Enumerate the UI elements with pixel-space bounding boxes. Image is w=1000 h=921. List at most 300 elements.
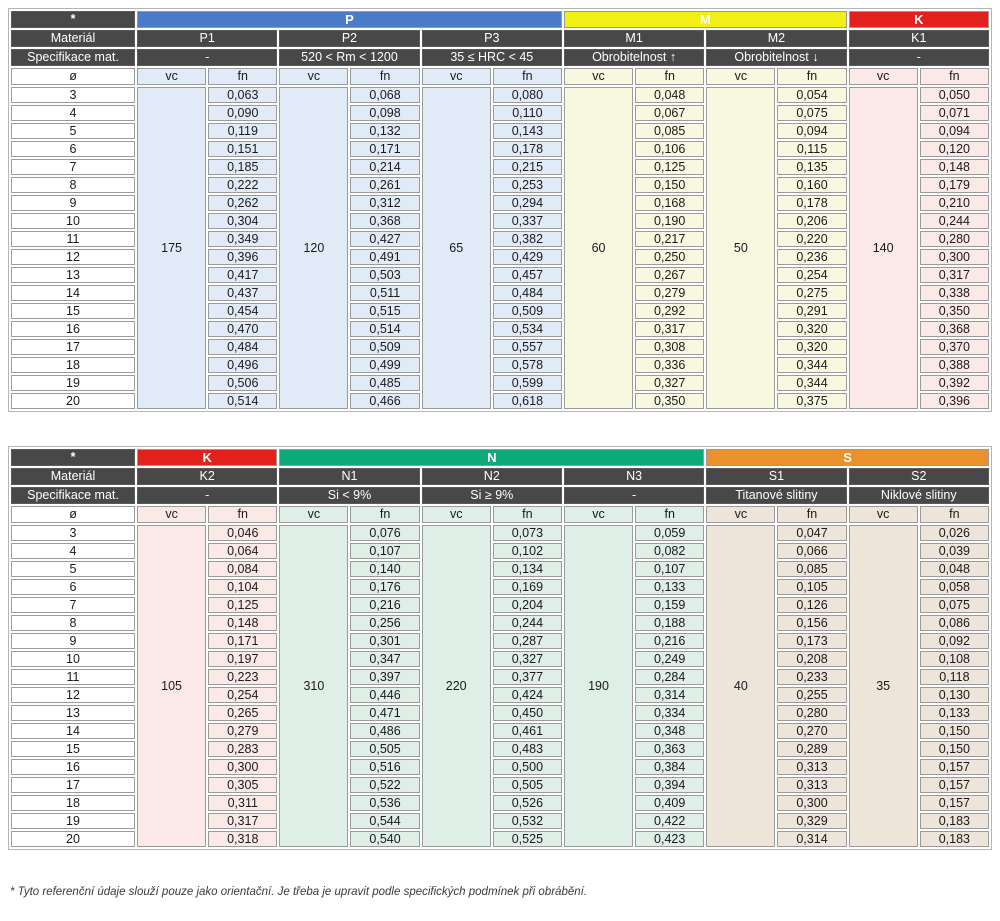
diameter-cell: 13	[11, 267, 135, 283]
diameter-cell: 15	[11, 303, 135, 319]
spec-header-k2: -	[137, 487, 277, 504]
fn-value-k1: 0,368	[920, 321, 989, 337]
fn-value-n2: 0,483	[493, 741, 562, 757]
fn-value-n3: 0,284	[635, 669, 704, 685]
vc-value-n3: 190	[564, 525, 633, 847]
fn-value-n1: 0,216	[350, 597, 419, 613]
fn-value-n1: 0,107	[350, 543, 419, 559]
fn-value-m2: 0,178	[777, 195, 846, 211]
diameter-cell: 9	[11, 633, 135, 649]
fn-value-k1: 0,317	[920, 267, 989, 283]
fn-value-p1: 0,185	[208, 159, 277, 175]
fn-value-s2: 0,039	[920, 543, 989, 559]
fn-value-n3: 0,394	[635, 777, 704, 793]
diameter-cell: 4	[11, 105, 135, 121]
fn-value-s1: 0,300	[777, 795, 846, 811]
fn-value-s2: 0,118	[920, 669, 989, 685]
diameter-cell: 5	[11, 123, 135, 139]
fn-value-p2: 0,368	[350, 213, 419, 229]
fn-value-n1: 0,544	[350, 813, 419, 829]
fn-value-k2: 0,125	[208, 597, 277, 613]
fn-value-n1: 0,347	[350, 651, 419, 667]
material-header-n2: N2	[422, 468, 562, 485]
fn-value-p2: 0,098	[350, 105, 419, 121]
fn-value-p2: 0,515	[350, 303, 419, 319]
diameter-cell: 4	[11, 543, 135, 559]
fn-value-k2: 0,283	[208, 741, 277, 757]
fn-value-s2: 0,048	[920, 561, 989, 577]
material-header-k1: K1	[849, 30, 989, 47]
vc-value-p3: 65	[422, 87, 491, 409]
fn-value-n1: 0,516	[350, 759, 419, 775]
fn-value-p3: 0,110	[493, 105, 562, 121]
diameter-cell: 12	[11, 249, 135, 265]
fn-value-n1: 0,397	[350, 669, 419, 685]
fn-value-p3: 0,599	[493, 375, 562, 391]
material-row-label: Materiál	[11, 30, 135, 47]
fn-value-p1: 0,496	[208, 357, 277, 373]
fn-value-s1: 0,047	[777, 525, 846, 541]
spec-header-p1: -	[137, 49, 277, 66]
fn-value-n3: 0,384	[635, 759, 704, 775]
fn-column-header-s2: fn	[920, 506, 989, 523]
fn-value-n3: 0,363	[635, 741, 704, 757]
fn-value-n2: 0,461	[493, 723, 562, 739]
fn-value-s1: 0,105	[777, 579, 846, 595]
fn-value-m1: 0,250	[635, 249, 704, 265]
spec-row-label: Specifikace mat.	[11, 487, 135, 504]
fn-value-p2: 0,491	[350, 249, 419, 265]
vc-column-header-m1: vc	[564, 68, 633, 85]
diameter-cell: 18	[11, 795, 135, 811]
fn-value-n2: 0,327	[493, 651, 562, 667]
fn-value-p3: 0,178	[493, 141, 562, 157]
group-header-m: M	[564, 11, 847, 28]
material-header-k2: K2	[137, 468, 277, 485]
spec-header-m1: Obrobitelnost ↑	[564, 49, 704, 66]
diameter-cell: 12	[11, 687, 135, 703]
cutting-data-tables	[8, 8, 992, 850]
fn-value-p3: 0,253	[493, 177, 562, 193]
fn-value-s2: 0,108	[920, 651, 989, 667]
fn-value-m2: 0,320	[777, 321, 846, 337]
diameter-cell: 7	[11, 159, 135, 175]
vc-column-header-k2: vc	[137, 506, 206, 523]
fn-value-p1: 0,506	[208, 375, 277, 391]
vc-column-header-p1: vc	[137, 68, 206, 85]
fn-value-m1: 0,085	[635, 123, 704, 139]
material-header-n3: N3	[564, 468, 704, 485]
fn-value-n2: 0,134	[493, 561, 562, 577]
fn-value-n3: 0,314	[635, 687, 704, 703]
fn-value-m2: 0,135	[777, 159, 846, 175]
vc-value-m1: 60	[564, 87, 633, 409]
fn-value-n3: 0,409	[635, 795, 704, 811]
fn-value-p2: 0,499	[350, 357, 419, 373]
diameter-cell: 8	[11, 615, 135, 631]
fn-value-p1: 0,437	[208, 285, 277, 301]
fn-value-p2: 0,214	[350, 159, 419, 175]
material-header-s1: S1	[706, 468, 846, 485]
fn-value-n3: 0,107	[635, 561, 704, 577]
fn-value-p1: 0,262	[208, 195, 277, 211]
spec-header-s2: Niklové slitiny	[849, 487, 989, 504]
cutting-data-table-2	[8, 446, 992, 850]
fn-value-k2: 0,279	[208, 723, 277, 739]
fn-value-p1: 0,454	[208, 303, 277, 319]
fn-value-p3: 0,578	[493, 357, 562, 373]
diameter-cell: 14	[11, 285, 135, 301]
fn-value-k1: 0,392	[920, 375, 989, 391]
fn-value-m2: 0,344	[777, 357, 846, 373]
fn-value-k2: 0,197	[208, 651, 277, 667]
fn-value-m2: 0,375	[777, 393, 846, 409]
fn-column-header-s1: fn	[777, 506, 846, 523]
diameter-column-header: ø	[11, 68, 135, 85]
fn-value-n1: 0,301	[350, 633, 419, 649]
diameter-cell: 11	[11, 231, 135, 247]
spec-row-label: Specifikace mat.	[11, 49, 135, 66]
fn-value-m2: 0,236	[777, 249, 846, 265]
fn-value-n3: 0,159	[635, 597, 704, 613]
material-header-p3: P3	[422, 30, 562, 47]
fn-value-s2: 0,058	[920, 579, 989, 595]
vc-value-s2: 35	[849, 525, 918, 847]
fn-value-n1: 0,522	[350, 777, 419, 793]
diameter-cell: 16	[11, 321, 135, 337]
fn-value-n2: 0,450	[493, 705, 562, 721]
fn-value-m1: 0,190	[635, 213, 704, 229]
fn-value-k2: 0,311	[208, 795, 277, 811]
fn-value-p2: 0,485	[350, 375, 419, 391]
fn-value-p1: 0,119	[208, 123, 277, 139]
fn-value-m2: 0,160	[777, 177, 846, 193]
fn-value-s2: 0,150	[920, 723, 989, 739]
fn-value-n3: 0,188	[635, 615, 704, 631]
fn-value-m1: 0,317	[635, 321, 704, 337]
fn-value-p1: 0,304	[208, 213, 277, 229]
vc-column-header-k1: vc	[849, 68, 918, 85]
vc-column-header-s1: vc	[706, 506, 775, 523]
fn-value-s1: 0,126	[777, 597, 846, 613]
fn-value-p1: 0,396	[208, 249, 277, 265]
vc-column-header-p2: vc	[279, 68, 348, 85]
vc-value-n2: 220	[422, 525, 491, 847]
diameter-cell: 10	[11, 213, 135, 229]
diameter-cell: 5	[11, 561, 135, 577]
fn-value-p2: 0,503	[350, 267, 419, 283]
fn-value-s1: 0,255	[777, 687, 846, 703]
fn-value-n2: 0,505	[493, 777, 562, 793]
group-header-n: N	[279, 449, 704, 466]
fn-value-s1: 0,313	[777, 759, 846, 775]
fn-value-s1: 0,066	[777, 543, 846, 559]
fn-value-s1: 0,156	[777, 615, 846, 631]
fn-value-p3: 0,618	[493, 393, 562, 409]
fn-value-s2: 0,157	[920, 795, 989, 811]
fn-value-n2: 0,532	[493, 813, 562, 829]
spec-header-n1: Si < 9%	[279, 487, 419, 504]
fn-value-n2: 0,424	[493, 687, 562, 703]
fn-value-s1: 0,280	[777, 705, 846, 721]
fn-value-n2: 0,073	[493, 525, 562, 541]
fn-value-k1: 0,050	[920, 87, 989, 103]
fn-value-p2: 0,261	[350, 177, 419, 193]
fn-value-m2: 0,115	[777, 141, 846, 157]
vc-value-p1: 175	[137, 87, 206, 409]
fn-value-k2: 0,084	[208, 561, 277, 577]
fn-value-s2: 0,075	[920, 597, 989, 613]
fn-value-k1: 0,148	[920, 159, 989, 175]
fn-value-p2: 0,466	[350, 393, 419, 409]
fn-value-m1: 0,279	[635, 285, 704, 301]
cutting-data-table-1	[8, 8, 992, 412]
fn-value-p1: 0,417	[208, 267, 277, 283]
fn-value-m2: 0,094	[777, 123, 846, 139]
diameter-cell: 6	[11, 579, 135, 595]
fn-value-k1: 0,338	[920, 285, 989, 301]
fn-value-s2: 0,157	[920, 759, 989, 775]
fn-value-s1: 0,313	[777, 777, 846, 793]
diameter-cell: 17	[11, 777, 135, 793]
fn-value-n1: 0,176	[350, 579, 419, 595]
group-header-s: S	[706, 449, 989, 466]
fn-value-n2: 0,287	[493, 633, 562, 649]
fn-value-p2: 0,511	[350, 285, 419, 301]
spec-header-k1: -	[849, 49, 989, 66]
fn-value-s2: 0,130	[920, 687, 989, 703]
fn-value-m1: 0,336	[635, 357, 704, 373]
spec-header-s1: Titanové slitiny	[706, 487, 846, 504]
fn-value-k2: 0,046	[208, 525, 277, 541]
fn-value-s2: 0,133	[920, 705, 989, 721]
fn-value-p3: 0,337	[493, 213, 562, 229]
fn-value-s1: 0,173	[777, 633, 846, 649]
fn-value-m2: 0,254	[777, 267, 846, 283]
fn-column-header-m2: fn	[777, 68, 846, 85]
fn-value-p1: 0,151	[208, 141, 277, 157]
vc-value-p2: 120	[279, 87, 348, 409]
fn-value-k1: 0,396	[920, 393, 989, 409]
fn-value-m1: 0,106	[635, 141, 704, 157]
fn-value-n3: 0,423	[635, 831, 704, 847]
fn-value-m1: 0,350	[635, 393, 704, 409]
fn-value-k2: 0,254	[208, 687, 277, 703]
spec-header-p3: 35 ≤ HRC < 45	[422, 49, 562, 66]
fn-value-s1: 0,314	[777, 831, 846, 847]
fn-value-n3: 0,422	[635, 813, 704, 829]
fn-value-n3: 0,334	[635, 705, 704, 721]
fn-value-n2: 0,169	[493, 579, 562, 595]
fn-value-n3: 0,133	[635, 579, 704, 595]
fn-value-m2: 0,320	[777, 339, 846, 355]
fn-value-k1: 0,094	[920, 123, 989, 139]
fn-value-k2: 0,305	[208, 777, 277, 793]
fn-value-n2: 0,526	[493, 795, 562, 811]
fn-value-m2: 0,291	[777, 303, 846, 319]
vc-value-n1: 310	[279, 525, 348, 847]
fn-column-header-n2: fn	[493, 506, 562, 523]
diameter-cell: 9	[11, 195, 135, 211]
footnote: * Tyto referenční údaje slouží pouze jako orientační. Je třeba je upravit podle specifických podmínek při obrábění.	[10, 886, 588, 898]
vc-column-header-p3: vc	[422, 68, 491, 85]
fn-value-n2: 0,525	[493, 831, 562, 847]
fn-value-m2: 0,054	[777, 87, 846, 103]
diameter-cell: 13	[11, 705, 135, 721]
diameter-cell: 18	[11, 357, 135, 373]
diameter-cell: 7	[11, 597, 135, 613]
fn-value-m1: 0,217	[635, 231, 704, 247]
fn-value-s1: 0,270	[777, 723, 846, 739]
fn-value-n1: 0,486	[350, 723, 419, 739]
fn-value-s2: 0,150	[920, 741, 989, 757]
fn-value-p1: 0,514	[208, 393, 277, 409]
vc-column-header-m2: vc	[706, 68, 775, 85]
fn-value-k2: 0,148	[208, 615, 277, 631]
fn-value-p3: 0,143	[493, 123, 562, 139]
diameter-cell: 6	[11, 141, 135, 157]
fn-value-s2: 0,157	[920, 777, 989, 793]
fn-value-p3: 0,382	[493, 231, 562, 247]
diameter-cell: 17	[11, 339, 135, 355]
fn-value-k2: 0,318	[208, 831, 277, 847]
fn-value-p1: 0,222	[208, 177, 277, 193]
fn-value-p2: 0,509	[350, 339, 419, 355]
fn-value-p3: 0,509	[493, 303, 562, 319]
fn-value-m1: 0,150	[635, 177, 704, 193]
fn-value-n3: 0,082	[635, 543, 704, 559]
fn-value-m1: 0,125	[635, 159, 704, 175]
fn-value-m2: 0,206	[777, 213, 846, 229]
fn-value-m1: 0,168	[635, 195, 704, 211]
fn-value-k1: 0,388	[920, 357, 989, 373]
diameter-cell: 20	[11, 393, 135, 409]
fn-value-n3: 0,348	[635, 723, 704, 739]
vc-column-header-n3: vc	[564, 506, 633, 523]
diameter-cell: 15	[11, 741, 135, 757]
diameter-cell: 16	[11, 759, 135, 775]
diameter-column-header: ø	[11, 506, 135, 523]
fn-value-n2: 0,204	[493, 597, 562, 613]
material-header-p1: P1	[137, 30, 277, 47]
vc-value-k2: 105	[137, 525, 206, 847]
fn-value-n1: 0,076	[350, 525, 419, 541]
fn-value-n3: 0,059	[635, 525, 704, 541]
fn-value-s1: 0,289	[777, 741, 846, 757]
fn-value-k1: 0,210	[920, 195, 989, 211]
fn-value-m2: 0,220	[777, 231, 846, 247]
fn-value-p2: 0,427	[350, 231, 419, 247]
fn-column-header-k2: fn	[208, 506, 277, 523]
fn-value-n2: 0,500	[493, 759, 562, 775]
fn-value-p3: 0,534	[493, 321, 562, 337]
vc-column-header-n2: vc	[422, 506, 491, 523]
vc-value-m2: 50	[706, 87, 775, 409]
fn-column-header-p3: fn	[493, 68, 562, 85]
fn-value-p3: 0,557	[493, 339, 562, 355]
fn-value-p1: 0,063	[208, 87, 277, 103]
fn-value-n2: 0,102	[493, 543, 562, 559]
material-header-m1: M1	[564, 30, 704, 47]
material-header-m2: M2	[706, 30, 846, 47]
fn-value-k2: 0,265	[208, 705, 277, 721]
fn-value-n1: 0,505	[350, 741, 419, 757]
vc-value-s1: 40	[706, 525, 775, 847]
fn-value-n1: 0,140	[350, 561, 419, 577]
fn-value-m1: 0,292	[635, 303, 704, 319]
fn-column-header-n3: fn	[635, 506, 704, 523]
fn-value-k1: 0,370	[920, 339, 989, 355]
fn-value-s1: 0,085	[777, 561, 846, 577]
group-header-k: K	[849, 11, 989, 28]
fn-value-m2: 0,275	[777, 285, 846, 301]
fn-value-s1: 0,233	[777, 669, 846, 685]
spec-header-p2: 520 < Rm < 1200	[279, 49, 419, 66]
diameter-cell: 3	[11, 87, 135, 103]
fn-value-m1: 0,267	[635, 267, 704, 283]
fn-value-p1: 0,349	[208, 231, 277, 247]
fn-value-m2: 0,075	[777, 105, 846, 121]
fn-value-k1: 0,350	[920, 303, 989, 319]
material-row-label: Materiál	[11, 468, 135, 485]
fn-value-p3: 0,429	[493, 249, 562, 265]
fn-value-n1: 0,446	[350, 687, 419, 703]
fn-column-header-p1: fn	[208, 68, 277, 85]
fn-value-p3: 0,215	[493, 159, 562, 175]
spec-header-n3: -	[564, 487, 704, 504]
fn-value-k1: 0,244	[920, 213, 989, 229]
group-header-p: P	[137, 11, 562, 28]
fn-value-p1: 0,484	[208, 339, 277, 355]
fn-value-n1: 0,536	[350, 795, 419, 811]
fn-value-m1: 0,327	[635, 375, 704, 391]
fn-value-p2: 0,068	[350, 87, 419, 103]
fn-value-p1: 0,090	[208, 105, 277, 121]
fn-value-s2: 0,183	[920, 831, 989, 847]
fn-value-p1: 0,470	[208, 321, 277, 337]
diameter-cell: 20	[11, 831, 135, 847]
vc-column-header-n1: vc	[279, 506, 348, 523]
star-header: *	[11, 11, 135, 28]
diameter-cell: 11	[11, 669, 135, 685]
vc-value-k1: 140	[849, 87, 918, 409]
fn-value-k2: 0,171	[208, 633, 277, 649]
fn-value-k1: 0,300	[920, 249, 989, 265]
fn-value-s1: 0,208	[777, 651, 846, 667]
fn-value-m1: 0,048	[635, 87, 704, 103]
fn-value-s2: 0,092	[920, 633, 989, 649]
group-header-k: K	[137, 449, 277, 466]
fn-value-p2: 0,171	[350, 141, 419, 157]
fn-value-k2: 0,223	[208, 669, 277, 685]
fn-value-k1: 0,179	[920, 177, 989, 193]
fn-value-p2: 0,312	[350, 195, 419, 211]
fn-value-s2: 0,086	[920, 615, 989, 631]
fn-value-n2: 0,377	[493, 669, 562, 685]
material-header-n1: N1	[279, 468, 419, 485]
spec-header-m2: Obrobitelnost ↓	[706, 49, 846, 66]
fn-value-p3: 0,294	[493, 195, 562, 211]
fn-column-header-m1: fn	[635, 68, 704, 85]
fn-value-p2: 0,132	[350, 123, 419, 139]
fn-value-n3: 0,216	[635, 633, 704, 649]
material-header-s2: S2	[849, 468, 989, 485]
fn-value-s1: 0,329	[777, 813, 846, 829]
fn-value-k2: 0,064	[208, 543, 277, 559]
fn-column-header-k1: fn	[920, 68, 989, 85]
fn-value-k2: 0,300	[208, 759, 277, 775]
fn-value-n1: 0,540	[350, 831, 419, 847]
